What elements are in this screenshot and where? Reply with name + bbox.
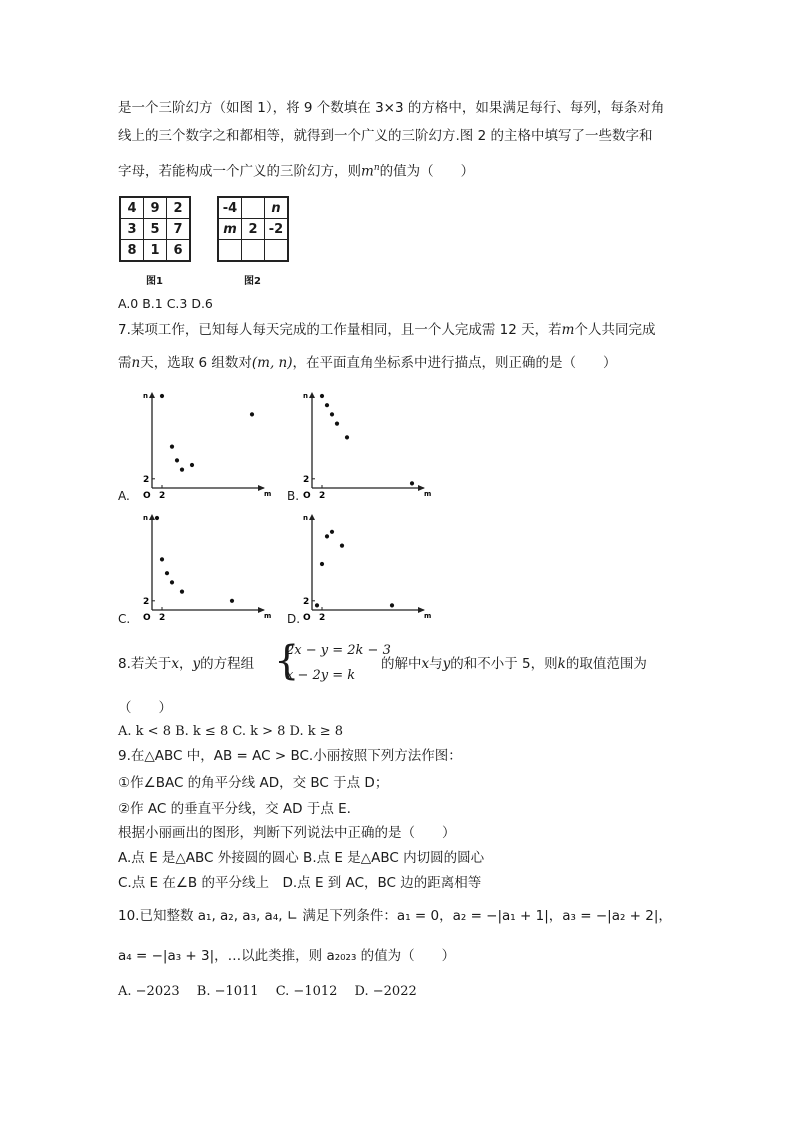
q7-line-2-post: ，在平面直角坐标系中进行描点，则正确的是（ ）: [292, 355, 617, 371]
data-point: [165, 571, 169, 575]
data-point: [325, 403, 329, 407]
q8-var-x: x: [171, 656, 180, 672]
grid-2-row: [218, 219, 288, 240]
q10-line-2: a₄ = −|a₃ + 3|，…以此类推，则 a₂₀₂₃ 的值为（ ）: [118, 948, 456, 964]
equation-1: 2x − y = 2k − 3: [286, 643, 391, 658]
q7-pair-mn: (m, n): [251, 355, 293, 371]
q6-line-3-pre: 字母，若能构成一个广义的三阶幻方，则: [118, 163, 361, 180]
data-point: [160, 394, 164, 398]
data-point: [230, 599, 234, 603]
grid-2-cell: 2: [242, 219, 265, 240]
q8-var-y: y: [192, 656, 201, 672]
figure-1-caption: 图1: [146, 276, 163, 287]
origin-label: O: [303, 491, 311, 501]
x-axis-label: m: [264, 490, 272, 498]
q6-line-3: [118, 158, 474, 182]
origin-label: O: [143, 491, 151, 501]
y-tick-label: 2: [303, 474, 310, 485]
magic-square-figure-2: [217, 196, 289, 262]
q9-line-5: A.点 E 是△ABC 外接圆的圆心 B.点 E 是△ABC 内切圆的圆心: [118, 850, 485, 866]
q6-line-1: 是一个三阶幻方（如图 1），将 9 个数填在 3×3 的方格中，如果满足每行、每列，每条对角: [118, 100, 665, 116]
grid-2-cell: -2: [265, 219, 289, 240]
y-axis-arrow: [149, 514, 155, 520]
data-point: [320, 562, 324, 566]
data-point: [330, 530, 334, 534]
graph-a-label: A.: [118, 489, 130, 503]
grid-1-cell: 9: [144, 197, 167, 219]
y-axis-label: n: [303, 392, 308, 400]
grid-2-cell: -4: [218, 197, 242, 219]
data-point: [410, 481, 414, 485]
q8-mid: 的方程组: [200, 656, 255, 672]
scatter-graph-c: [140, 512, 270, 624]
origin-label: O: [143, 613, 151, 623]
q8-paren: （ ）: [118, 700, 172, 716]
q6-var-n-sup: n: [373, 163, 380, 173]
grid-1-cell: 5: [144, 219, 167, 240]
data-point: [335, 422, 339, 426]
equation-2: x − 2y = k: [286, 668, 356, 683]
q9-line-3: ②作 AC 的垂直平分线，交 AD 于点 E.: [118, 801, 351, 817]
graph-d-label: D.: [287, 612, 301, 626]
grid-1-row: [120, 219, 190, 240]
y-axis-arrow: [149, 392, 155, 398]
graph-c-label: C.: [118, 612, 131, 626]
data-point: [315, 603, 319, 607]
y-axis-arrow: [309, 392, 315, 398]
q9-line-1: 9.在△ABC 中，AB = AC > BC.小丽按照下列方法作图：: [118, 748, 462, 764]
data-point: [320, 394, 324, 398]
x-axis-label: m: [424, 490, 432, 498]
y-axis-label: n: [303, 514, 308, 522]
figure-2-caption: 图2: [244, 276, 261, 287]
q8-post-1: 的解中: [381, 656, 422, 672]
grid-2-cell: n: [265, 197, 289, 219]
data-point: [155, 516, 159, 520]
q8-var-k: k: [557, 656, 566, 672]
y-tick-label: 2: [143, 474, 150, 485]
q7-line-2-mid: 天，选取 6 组数对: [140, 355, 252, 371]
q8-line-1-post: [381, 654, 647, 674]
q8-line-1: [118, 654, 254, 674]
x-tick-label: 2: [159, 491, 166, 501]
q7-line-2: [118, 353, 617, 373]
q8-post-2: 与: [429, 656, 443, 672]
grid-2-cell: [265, 240, 289, 262]
grid-1-cell: 1: [144, 240, 167, 262]
q9-line-4: 根据小丽画出的图形，判断下列说法中正确的是（ ）: [118, 825, 456, 841]
q9-line-6: C.点 E 在∠B 的平分线上 D.点 E 到 AC，BC 边的距离相等: [118, 875, 482, 891]
grid-1-cell: 8: [120, 240, 144, 262]
grid-1-row: [120, 197, 190, 219]
data-point: [160, 557, 164, 561]
x-tick-label: 2: [159, 613, 166, 623]
q10-line-1: 10.已知整数 a₁, a₂, a₃, a₄, ∟ 满足下列条件：a₁ = 0，a₂ = −|a₁ + 1|，a₃ = −|a₂ + 2|，: [118, 908, 672, 924]
q6-options: A.0 B.1 C.3 D.6: [118, 296, 213, 311]
q7-line-1-pre: 7.某项工作，已知每人每天完成的工作量相同，且一个人完成需 12 天，若: [118, 322, 562, 338]
grid-2-row: [218, 240, 288, 262]
q8-var-x2: x: [421, 656, 430, 672]
y-axis-label: n: [143, 392, 148, 400]
q8-post-3: 的和不小于 5，则: [450, 656, 558, 672]
q8-post-4: 的取值范围为: [565, 656, 647, 672]
data-point: [250, 412, 254, 416]
q6-var-m: m: [361, 163, 374, 180]
q8-pre: 8.若关于: [118, 656, 172, 672]
q7-line-2-pre: 需: [118, 355, 132, 371]
q7-var-n: n: [131, 355, 141, 371]
data-point: [390, 603, 394, 607]
data-point: [175, 458, 179, 462]
q9-line-2: ①作∠BAC 的角平分线 AD，交 BC 于点 D；: [118, 775, 389, 791]
x-axis-label: m: [424, 612, 432, 620]
grid-1-cell: 7: [167, 219, 191, 240]
q8-options: A. k < 8 B. k ≤ 8 C. k > 8 D. k ≥ 8: [118, 724, 344, 739]
q8-comma: ，: [179, 656, 193, 672]
x-tick-label: 2: [319, 613, 326, 623]
data-point: [325, 534, 329, 538]
data-point: [340, 544, 344, 548]
grid-2-cell: [242, 197, 265, 219]
y-tick-label: 2: [143, 596, 150, 607]
graph-b-label: B.: [287, 489, 300, 503]
grid-1-cell: 2: [167, 197, 191, 219]
grid-2-cell: m: [218, 219, 242, 240]
y-axis-arrow: [309, 514, 315, 520]
q6-line-2: 线上的三个数字之和都相等，就得到一个广义的三阶幻方.图 2 的主格中填写了一些数字和: [118, 128, 653, 144]
q7-line-1-post: 个人共同完成: [574, 322, 656, 338]
y-axis-label: n: [143, 514, 148, 522]
grid-1-cell: 6: [167, 240, 191, 262]
x-tick-label: 2: [319, 491, 326, 501]
data-point: [170, 445, 174, 449]
scatter-graph-d: [300, 512, 430, 624]
data-point: [180, 468, 184, 472]
q7-line-1: [118, 320, 655, 340]
grid-2-row: [218, 197, 288, 219]
data-point: [190, 463, 194, 467]
data-point: [170, 580, 174, 584]
q8-var-y2: y: [442, 656, 451, 672]
magic-square-figure-1: [119, 196, 191, 262]
data-point: [345, 435, 349, 439]
equation-brace: {: [274, 638, 300, 684]
x-axis-label: m: [264, 612, 272, 620]
grid-2-cell: [242, 240, 265, 262]
q7-var-m: m: [561, 322, 575, 338]
grid-1-row: [120, 240, 190, 262]
grid-1-cell: 3: [120, 219, 144, 240]
data-point: [180, 590, 184, 594]
q6-line-3-post: 的值为（ ）: [379, 163, 475, 180]
data-point: [330, 412, 334, 416]
scatter-graph-b: [300, 390, 430, 502]
origin-label: O: [303, 613, 311, 623]
grid-1-cell: 4: [120, 197, 144, 219]
y-tick-label: 2: [303, 596, 310, 607]
scatter-graph-a: [140, 390, 270, 502]
q10-options: A. −2023 B. −1011 C. −1012 D. −2022: [118, 984, 417, 999]
grid-2-cell: [218, 240, 242, 262]
